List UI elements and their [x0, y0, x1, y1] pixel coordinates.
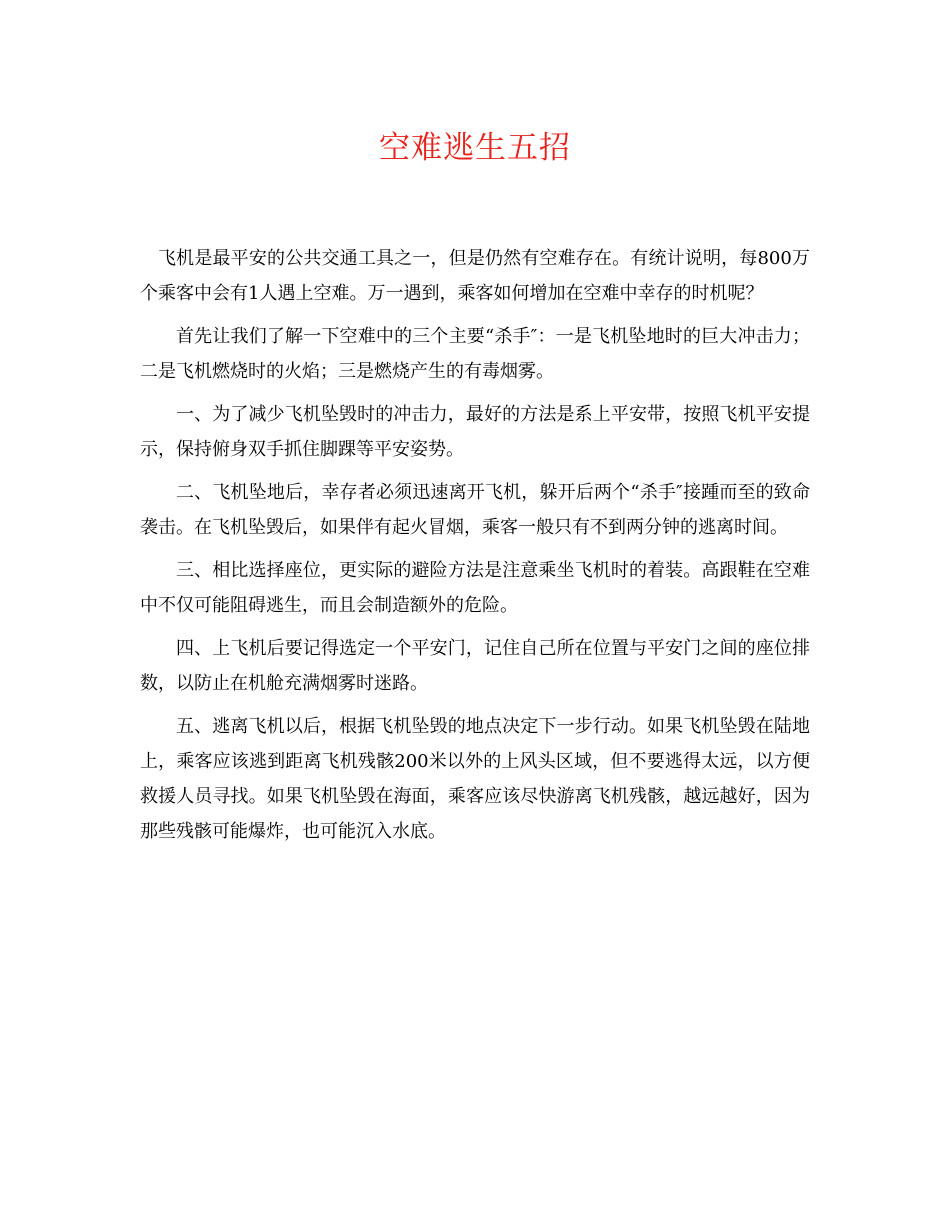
paragraph-tip-2: 二、飞机坠地后，幸存者必须迅速离开飞机，躲开后两个“杀手″接踵而至的致命袭击。在飞机坠毁后，如果伴有起火冒烟，乘客一般只有不到两分钟的逃离时间。 [140, 482, 810, 538]
paragraph-intro: 飞机是最平安的公共交通工具之一，但是仍然有空难存在。有统计说明，每800万个乘客中会有1人遇上空难。万一遇到，乘客如何增加在空难中幸存的时机呢？ [140, 248, 810, 304]
paragraph-tip-4: 四、上飞机后要记得选定一个平安门，记住自己所在位置与平安门之间的座位排数，以防止在机舱充满烟雾时迷路。 [140, 638, 810, 694]
document-title: 空难逃生五招 [379, 130, 571, 166]
paragraph-tip-1: 一、为了减少飞机坠毁时的冲击力，最好的方法是系上平安带，按照飞机平安提示，保持俯身双手抓住脚踝等平安姿势。 [140, 404, 810, 460]
paragraph-killers: 首先让我们了解一下空难中的三个主要“杀手″：一是飞机坠地时的巨大冲击力；二是飞机燃烧时的火焰；三是燃烧产生的有毒烟雾。 [140, 326, 810, 382]
paragraph-tip-5: 五、逃离飞机以后，根据飞机坠毁的地点决定下一步行动。如果飞机坠毁在陆地上，乘客应该逃到距离飞机残骸200米以外的上风头区域，但不要逃得太远，以方便救援人员寻找。如果飞机坠毁在海面，乘客应该尽快游离飞机残骸，越远越好，因为那些残骸可能爆炸，也可能沉入水底。 [140, 716, 810, 842]
paragraph-tip-3: 三、相比选择座位，更实际的避险方法是注意乘坐飞机时的着装。高跟鞋在空难中不仅可能阻碍逃生，而且会制造额外的危险。 [140, 560, 810, 616]
document-body [140, 241, 810, 857]
